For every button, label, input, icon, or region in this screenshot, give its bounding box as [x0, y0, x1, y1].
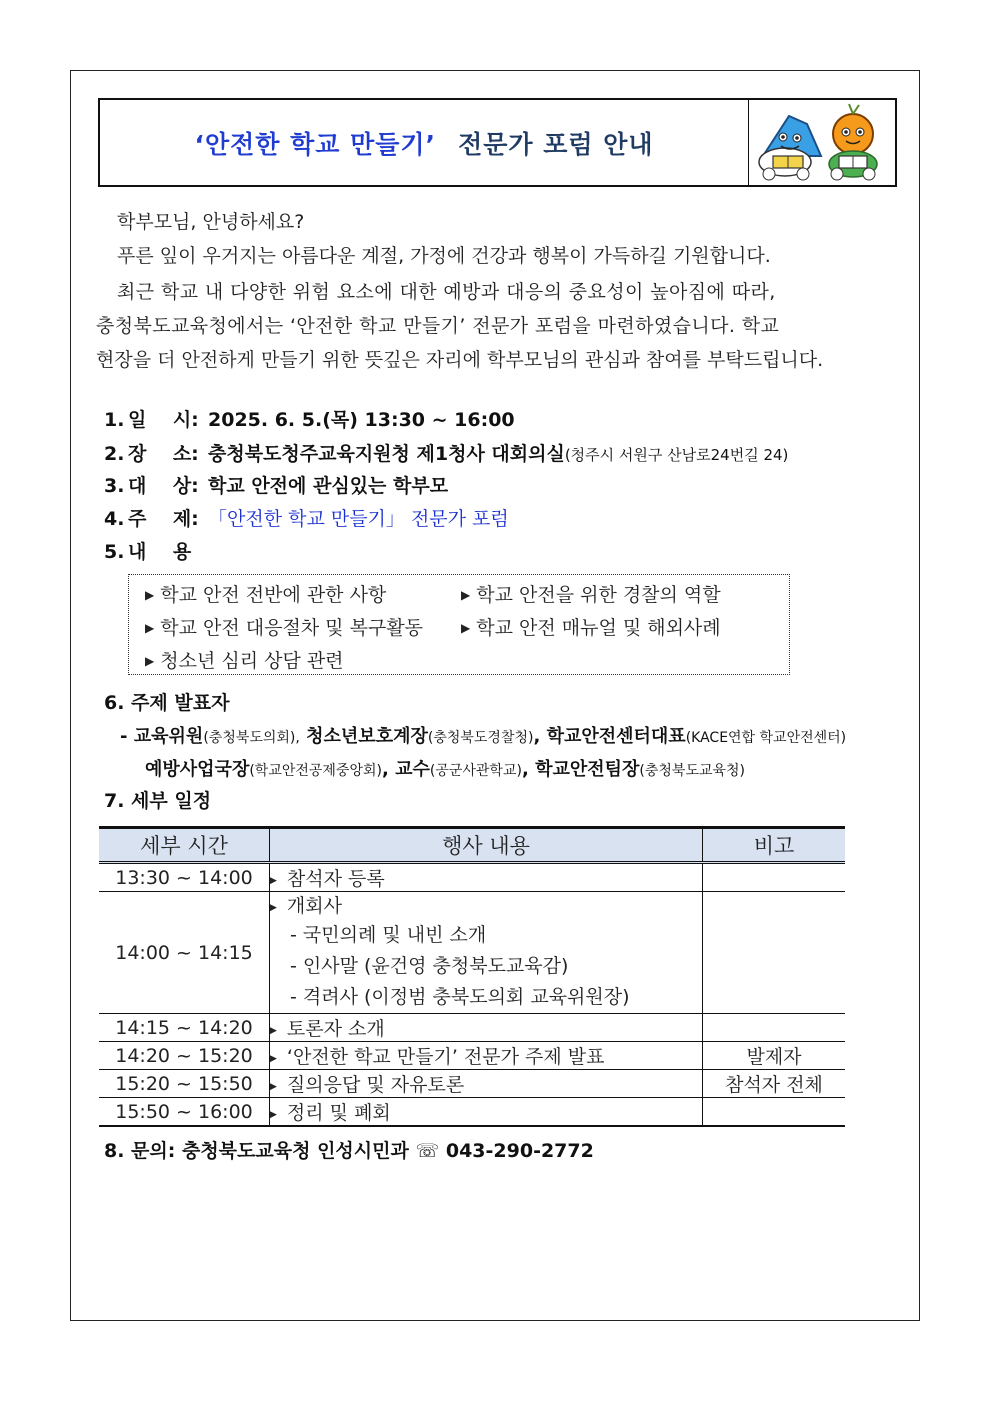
title-rest: 전문가 포럼 안내	[458, 129, 654, 159]
target-value: 학교 안전에 관심있는 학부모	[208, 475, 449, 497]
item-target: 3. 대 상: 학교 안전에 관심있는 학부모	[104, 475, 449, 497]
table-row: 14:00 ~ 14:15 ▶ 개회사 - 국민의례 및 내빈 소개 - 인사말 (윤건영 충청북도교육감) - 격려사 (이정범 충북도의회 교육위원장)	[99, 892, 845, 1014]
header-note: 비고	[703, 828, 846, 863]
table-row: 13:30 ~ 14:00 ▶ 참석자 등록	[99, 863, 845, 892]
topic-value: 「안전한 학교 만들기」 전문가 포럼	[208, 508, 509, 530]
item-place: 2. 장 소: 충청북도청주교육지원청 제1청사 대회의실(청주시 서원구 산남로24번길 24)	[104, 443, 789, 465]
presenters-line-2: 예방사업국장(학교안전공제중앙회), 교수(공군사관학교), 학교안전팀장(충청북도교육청)	[145, 759, 745, 780]
triangle-bullet-icon: ▶	[270, 1082, 277, 1092]
contact-label: 8. 문의: 충청북도교육청 인성시민과	[104, 1140, 409, 1162]
triangle-bullet-icon: ▶	[145, 621, 155, 635]
triangle-bullet-icon: ▶	[461, 588, 471, 602]
greeting: 학부모님, 안녕하세요?	[117, 211, 305, 233]
triangle-bullet-icon: ▶	[270, 1026, 277, 1036]
presenters-line-1: - 교육위원(충청북도의회), 청소년보호계장(충청북도경찰청), 학교안전센터대표(KACE연합 학교안전센터)	[120, 726, 847, 747]
intro-line-3: 최근 학교 내 다양한 위험 요소에 대한 예방과 대응의 중요성이 높아짐에 따라,	[117, 281, 776, 303]
date-value: 2025. 6. 5.(목) 13:30 ~ 16:00	[208, 409, 515, 431]
table-row: 14:15 ~ 14:20 ▶ 토론자 소개	[99, 1014, 845, 1042]
item-content: 5. 내 용	[104, 541, 192, 563]
content-item: ▶ 학교 안전 매뉴얼 및 해외사례	[461, 617, 721, 639]
schedule-heading: 7. 세부 일정	[104, 790, 212, 812]
mascot-image	[748, 100, 896, 185]
place-value: 충청북도청주교육지원청 제1청사 대회의실	[208, 443, 565, 465]
header-event: 행사 내용	[270, 828, 703, 863]
triangle-bullet-icon: ▶	[461, 621, 471, 635]
content-item: ▶ 청소년 심리 상담 관련	[145, 650, 344, 672]
triangle-bullet-icon: ▶	[145, 588, 155, 602]
table-row: 14:20 ~ 15:20 ▶ ‘안전한 학교 만들기’ 전문가 주제 발표 발제자	[99, 1042, 845, 1070]
triangle-bullet-icon: ▶	[270, 1110, 277, 1120]
intro-line-4: 충청북도교육청에서는 ‘안전한 학교 만들기’ 전문가 포럼을 마련하였습니다. 학교	[96, 315, 780, 337]
item-topic: 4. 주 제: 「안전한 학교 만들기」 전문가 포럼	[104, 508, 509, 530]
content-item: ▶ 학교 안전 대응절차 및 복구활동	[145, 617, 423, 639]
contact	[104, 1136, 594, 1163]
item-date: 1. 일 시: 2025. 6. 5.(목) 13:30 ~ 16:00	[104, 409, 515, 431]
place-address: (청주시 서원구 산남로24번길 24)	[564, 446, 789, 464]
content-item: ▶ 학교 안전 전반에 관한 사항	[145, 584, 387, 606]
phone-icon: ☏	[415, 1140, 440, 1162]
table-header-row	[99, 828, 845, 863]
triangle-bullet-icon: ▶	[270, 1054, 277, 1064]
contact-phone: 043-290-2772	[445, 1140, 594, 1162]
table-row: 15:50 ~ 16:00 ▶ 정리 및 폐회	[99, 1098, 845, 1127]
triangle-bullet-icon: ▶	[145, 654, 155, 668]
content-list-box	[128, 574, 790, 675]
header-time: 세부 시간	[99, 828, 270, 863]
intro-line-5: 현장을 더 안전하게 만들기 위한 뜻깊은 자리에 학부모님의 관심과 참여를 부탁드립니다.	[96, 349, 824, 371]
title-quoted: ‘안전한 학교 만들기’	[194, 129, 437, 159]
triangle-bullet-icon: ▶	[270, 876, 277, 886]
content-item: ▶ 학교 안전을 위한 경찰의 역할	[461, 584, 721, 606]
schedule-table	[99, 826, 845, 1127]
table-row: 15:20 ~ 15:50 ▶ 질의응답 및 자유토론 참석자 전체	[99, 1070, 845, 1098]
title-box	[98, 98, 897, 187]
presenters-heading: 6. 주제 발표자	[104, 692, 230, 714]
triangle-bullet-icon: ▶	[270, 903, 277, 913]
page-title	[100, 100, 748, 185]
intro-line-2: 푸른 잎이 우거지는 아름다운 계절, 가정에 건강과 행복이 가득하길 기원합니다.	[117, 245, 771, 267]
